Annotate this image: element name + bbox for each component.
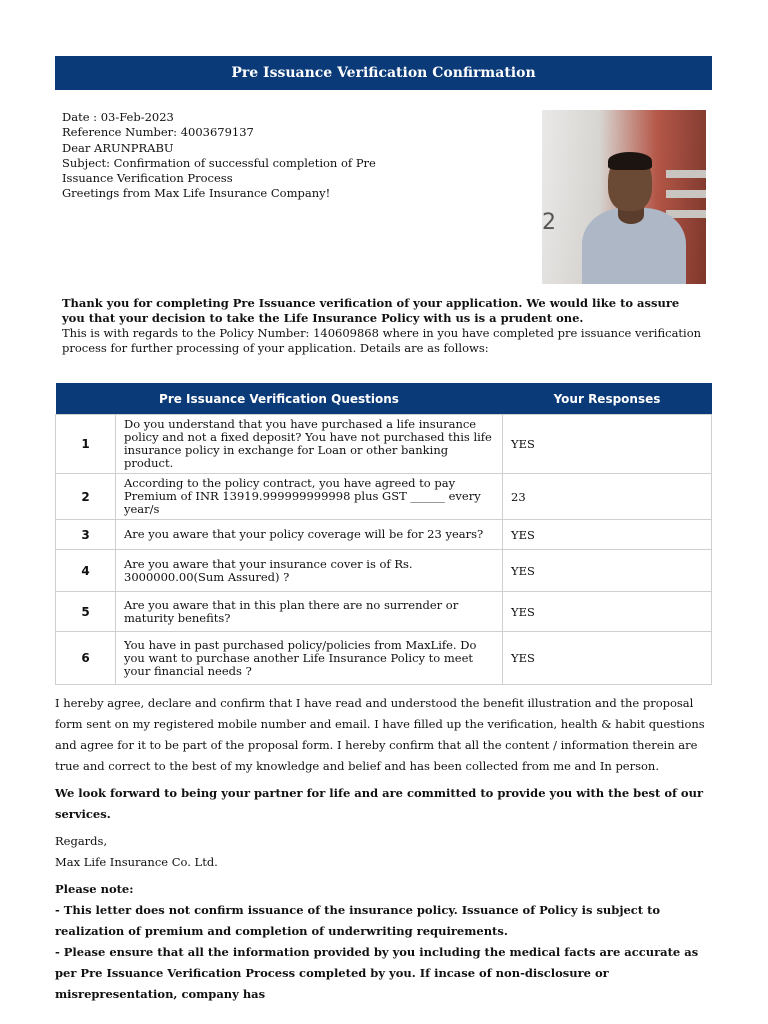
- intro-normal-text: This is with regards to the Policy Number: 140609868 where in you have completed pre issuance verification process for further processing of your application. Details are as follows:: [62, 326, 702, 355]
- note-title: Please note:: [55, 882, 134, 896]
- intro-paragraph: [62, 296, 702, 356]
- page-title: Pre Issuance Verification Confirmation: [55, 56, 712, 90]
- row-question: Do you understand that you have purchased a life insurance policy and not a fixed deposit? You have not purchased this life insurance policy in exchange for Loan or other banking product.: [116, 415, 503, 474]
- row-response: YES: [503, 592, 712, 632]
- row-number: 2: [56, 474, 116, 520]
- table-row: [56, 520, 712, 550]
- company-name: Max Life Insurance Co. Ltd.: [55, 855, 218, 869]
- row-number: 3: [56, 520, 116, 550]
- table-row: [56, 415, 712, 474]
- greeting: Greetings from Max Life Insurance Company!: [62, 186, 331, 201]
- subject-line-2: Issuance Verification Process: [62, 171, 233, 186]
- responses-column-header: Your Responses: [503, 383, 712, 415]
- row-number: 1: [56, 415, 116, 474]
- letter-header: [62, 110, 382, 202]
- verification-table: [55, 383, 712, 685]
- intro-bold-text: Thank you for completing Pre Issuance verification of your application. We would like to assure you that your decision to take the Life Insurance Policy with us is a prudent one.: [62, 296, 680, 325]
- table-row: [56, 632, 712, 685]
- row-response: YES: [503, 415, 712, 474]
- row-response: YES: [503, 550, 712, 592]
- table-row: [56, 592, 712, 632]
- regards-line: Regards,: [55, 834, 108, 848]
- row-question: Are you aware that your policy coverage will be for 23 years?: [116, 520, 503, 550]
- reference-number: Reference Number: 4003679137: [62, 125, 254, 140]
- table-row: [56, 550, 712, 592]
- salutation: Dear ARUNPRABU: [62, 140, 174, 155]
- table-header-row: [56, 383, 712, 415]
- row-response: 23: [503, 474, 712, 520]
- row-response: YES: [503, 520, 712, 550]
- row-question: According to the policy contract, you have agreed to pay Premium of INR 13919.999999999998 plus GST ______ every year/s: [116, 474, 503, 520]
- row-number: 4: [56, 550, 116, 592]
- subject-line-1: Subject: Confirmation of successful completion of Pre: [62, 155, 376, 170]
- applicant-photo: 2: [542, 110, 706, 284]
- letter-body: [55, 693, 715, 1005]
- row-number: 5: [56, 592, 116, 632]
- row-question: Are you aware that your insurance cover is of Rs. 3000000.00(Sum Assured) ?: [116, 550, 503, 592]
- note-1: - This letter does not confirm issuance of the insurance policy. Issuance of Policy is subject to realization of premium and completion of underwriting requirements.: [55, 903, 661, 938]
- partner-line: We look forward to being your partner for life and are committed to provide you with the best of our services.: [55, 786, 704, 821]
- row-number: 6: [56, 632, 116, 685]
- declaration-paragraph: I hereby agree, declare and confirm that I have read and understood the benefit illustration and the proposal form sent on my registered mobile number and email. I have filled up the verification, health & habit questions and agree for it to be part of the proposal form. I hereby confirm that all the content / information therein are true and correct to the best of my knowledge and belief and has been collected from me and In person.: [55, 696, 705, 773]
- table-row: [56, 474, 712, 520]
- date-line: Date : 03-Feb-2023: [62, 110, 174, 124]
- row-question: Are you aware that in this plan there are no surrender or maturity benefits?: [116, 592, 503, 632]
- row-question: You have in past purchased policy/policies from MaxLife. Do you want to purchase another Life Insurance Policy to meet your financial needs ?: [116, 632, 503, 685]
- row-response: YES: [503, 632, 712, 685]
- note-2: - Please ensure that all the information provided by you including the medical facts are accurate as per Pre Issuance Verification Process completed by you. If incase of non-disclosure or misrepresentation, company has: [55, 945, 699, 1001]
- questions-column-header: Pre Issuance Verification Questions: [56, 383, 503, 415]
